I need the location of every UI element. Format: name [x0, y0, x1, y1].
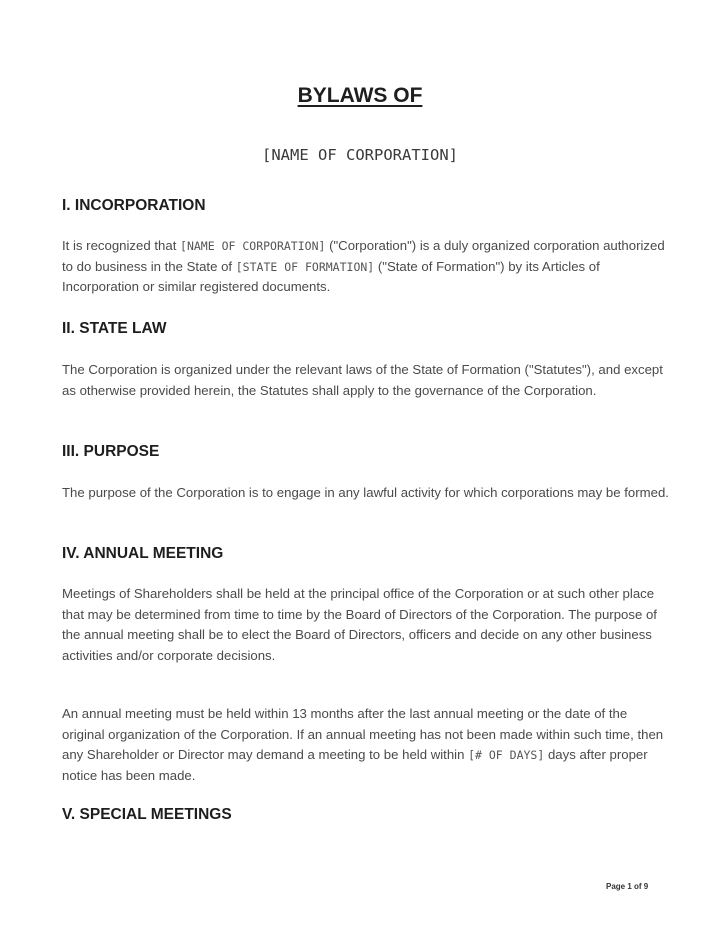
section-heading-purpose: III. PURPOSE — [62, 443, 160, 460]
section-heading-annual-meeting: IV. ANNUAL MEETING — [62, 545, 224, 562]
corporation-name-placeholder: [NAME OF CORPORATION] — [262, 146, 458, 164]
corporation-name-field: [NAME OF CORPORATION] — [180, 239, 326, 253]
section-body-annual-meeting-1: Meetings of Shareholders shall be held at the principal office of the Corporation or at such other place that may be determined from time to time by the Board of Directors of the Corporation. The purpose of the annual meeting shall be to elect the Board of Directors, officers and decide on any other business activities and/or corporate decisions. — [62, 586, 657, 663]
section-heading-special-meetings: V. SPECIAL MEETINGS — [62, 806, 232, 823]
text: ("State of Formation") by its Articles of Incorporation or similar registered documents. — [62, 258, 600, 294]
number-of-days-field: [# OF DAYS] — [468, 748, 545, 762]
document-title — [0, 84, 720, 108]
state-of-formation-field: [STATE OF FORMATION] — [235, 259, 375, 274]
page-number: Page 1 of 9 — [606, 882, 649, 891]
section-heading-state-law: II. STATE LAW — [62, 320, 167, 337]
text: ("Corporation") is a duly organized corporation authorized to do business in the State of — [62, 238, 665, 274]
section-heading-incorporation: I. INCORPORATION — [62, 197, 206, 214]
text: An annual meeting must be held within 13 months after the last annual meeting or the date of the original organization of the Corporation. If an annual meeting has not been made within such time, then any Shareholder or Director may demand a meeting to be held within — [62, 706, 664, 762]
section-body-state-law: The Corporation is organized under the relevant laws of the State of Formation ("Statutes"), and except as otherwise provided herein, the Statutes shall apply to the governance of the Corporation. — [62, 362, 663, 398]
section-body-annual-meeting-2 — [62, 704, 672, 786]
text: It is recognized that — [62, 238, 181, 253]
title-text: BYLAWS OF — [297, 84, 423, 107]
section-body-purpose: The purpose of the Corporation is to engage in any lawful activity for which corporations may be formed. — [62, 485, 669, 500]
text: days after proper notice has been made. — [62, 747, 648, 783]
section-body-incorporation — [62, 236, 672, 298]
